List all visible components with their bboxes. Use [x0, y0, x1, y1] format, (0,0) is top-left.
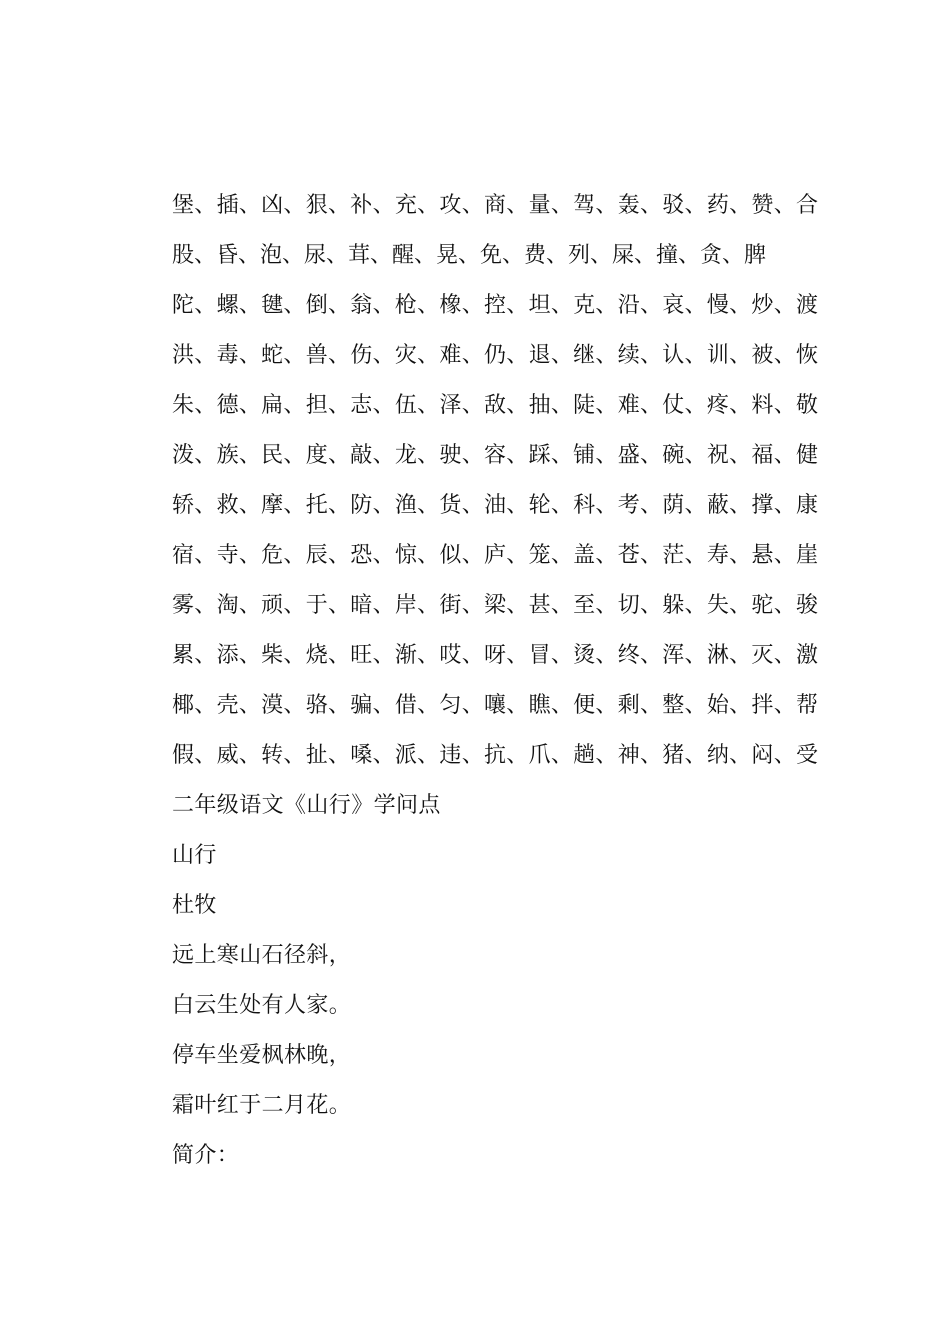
character-row-6: 泼、族、民、度、敲、龙、驶、容、踩、铺、盛、碗、祝、福、健	[172, 443, 818, 468]
poem-author: 杜牧	[172, 893, 217, 918]
poem-line-2: 白云生处有人家。	[172, 993, 352, 1018]
character-row-10: 累、添、柴、烧、旺、渐、哎、呀、冒、烫、终、浑、淋、灭、激	[172, 643, 818, 668]
character-row-9: 雾、淘、顽、于、暗、岸、街、梁、甚、至、切、躲、失、驼、骏	[172, 593, 818, 618]
character-row-7: 轿、救、摩、托、防、渔、货、油、轮、科、考、荫、蔽、撑、康	[172, 493, 818, 518]
character-row-2: 股、昏、泡、尿、茸、醒、晃、免、费、列、屎、撞、贪、脾	[172, 243, 767, 268]
poem-line-4: 霜叶红于二月花。	[172, 1093, 352, 1118]
character-row-5: 朱、德、扁、担、志、伍、泽、敌、抽、陡、难、仗、疼、料、敬	[172, 393, 818, 418]
poem-line-1: 远上寒山石径斜，	[172, 943, 352, 968]
section-heading: 二年级语文《山行》学问点	[172, 793, 441, 818]
character-row-3: 陀、螺、毽、倒、翁、枪、橡、控、坦、克、沿、哀、慢、炒、渡	[172, 293, 818, 318]
poem-line-3: 停车坐爱枫林晚，	[172, 1043, 352, 1068]
character-row-1: 堡、插、凶、狠、补、充、攻、商、量、驾、轰、驳、药、赞、合	[172, 193, 818, 218]
poem-title: 山行	[172, 843, 217, 868]
character-list	[172, 181, 832, 781]
document-page	[172, 181, 832, 1181]
character-row-4: 洪、毒、蛇、兽、伤、灾、难、仍、退、继、续、认、训、被、恢	[172, 343, 818, 368]
character-row-12: 假、威、转、扯、嗓、派、违、抗、爪、趟、神、猪、纳、闷、受	[172, 743, 818, 768]
character-row-8: 宿、寺、危、辰、恐、惊、似、庐、笼、盖、苍、茫、寿、悬、崖	[172, 543, 818, 568]
intro-label: 简介：	[172, 1143, 240, 1168]
character-row-11: 椰、壳、漠、骆、骗、借、匀、嚷、瞧、便、剩、整、始、拌、帮	[172, 693, 818, 718]
